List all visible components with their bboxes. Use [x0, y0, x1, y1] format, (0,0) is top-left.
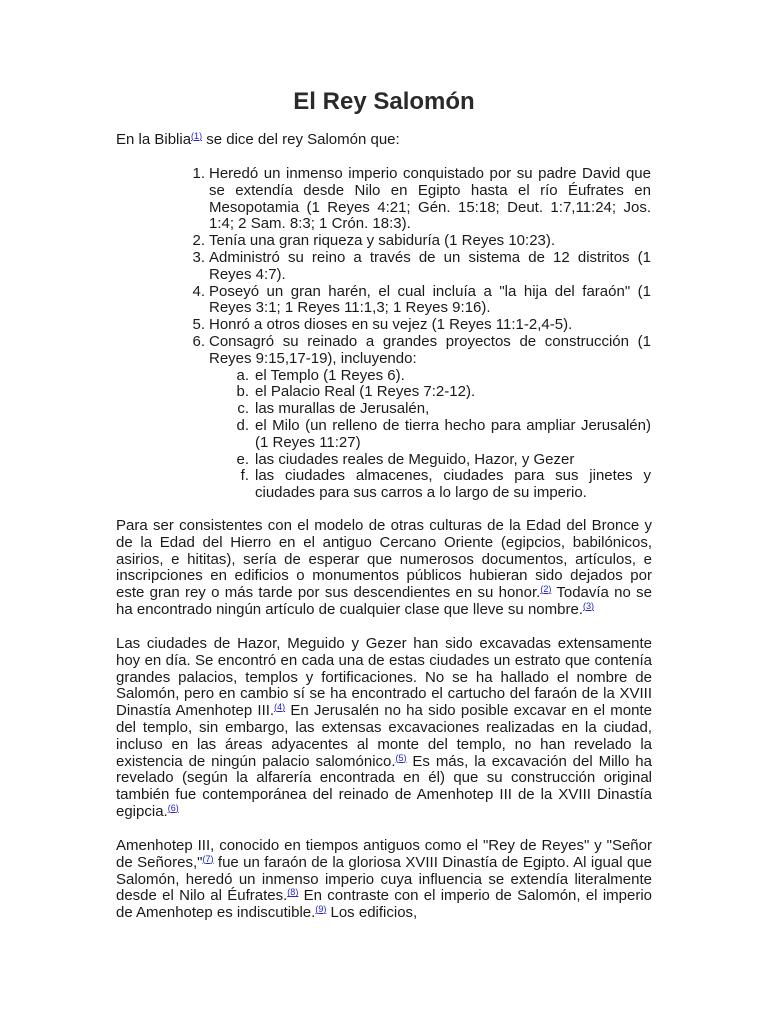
footnote-link-8[interactable]: (8) [287, 887, 299, 898]
footnote-ref [540, 584, 551, 594]
footnote-link-1[interactable]: (1) [191, 131, 203, 141]
sub-list [209, 368, 651, 502]
footnote-ref [168, 803, 179, 813]
body-paragraph: Las ciudades de Hazor, Meguido y Gezer han sido excavadas extensamente hoy en día. Se encontró en cada una de estas ciudades un estrato que contenía grandes palacios, templos y fortificaciones. No se ha hallado el nombre de Salomón, pero en cambio sí se ha encontrado el cartucho del faraón de la XVIII Dinastía Amenhotep III.$^{(4)}$ En Jerusalén no ha sido posible excavar en el monte del templo, sin embargo, las extensas excavaciones realizadas en la ciudad, incluso en las áreas adyacentes al monte del templo, no han revelado la existencia de ningún palacio salomónico.$^{(5)}$ Es más, la excavación del Millo ha revelado (según la alfarería encontrada en él) que su construcción original también fue contemporánea del reinado de Amenhotep III de la XVIII Dinastía egipcia.$^{(6)}$ [116, 635, 652, 820]
footnote-link-7[interactable]: (7) [202, 853, 214, 864]
sub-list-item: b. el Palacio Real (1 Reyes 7:2-12). [236, 383, 476, 401]
page-title: El Rey Salomón [293, 88, 475, 115]
sub-list-item: a. el Templo (1 Reyes 6). [236, 366, 405, 384]
sub-list-item: c. las murallas de Jerusalén, [237, 400, 430, 418]
footnote-link-4[interactable]: (4) [274, 702, 286, 713]
footnote-ref [287, 887, 298, 897]
footnote-link-5[interactable]: (5) [395, 752, 407, 763]
footnote-ref [315, 904, 326, 914]
footnote-link-3[interactable]: (3) [582, 600, 594, 611]
footnote-ref [202, 854, 213, 864]
list-item: 5. Honró a otros dioses en su vejez (1 Reyes 11:1-2,4-5). [192, 316, 573, 334]
sub-list-item: e. las ciudades reales de Meguido, Hazor, y Gezer [236, 450, 575, 468]
list-item: 3. Administró su reino a través de un sistema de 12 distritos (1 Reyes 4:7). [192, 248, 651, 283]
intro-paragraph: En la Biblia$^{(1)}$ se dice del rey Salomón que: [116, 131, 400, 148]
body-paragraph: Amenhotep III, conocido en tiempos antiguos como el "Rey de Reyes" y "Señor de Señores,"$^{(7)}$ fue un faraón de la gloriosa XVIII Dinastía de Egipto. Al igual que Salomón, heredó un inmenso imperio cuya influencia se extendía literalmente desde el Nilo al Éufrates.$^{(8)}$ En contraste con el imperio de Salomón, el imperio de Amenhotep es indiscutible.$^{(9)}$ Los edificios, [116, 838, 652, 922]
footnote-ref [274, 702, 285, 712]
footnote-ref [583, 601, 594, 611]
list-item: 2. Tenía una gran riqueza y sabiduría (1 Reyes 10:23). [192, 232, 556, 250]
sub-list-item: d. el Milo (un relleno de tierra hecho para ampliar Jerusalén) (1 Reyes 11:27) [236, 416, 651, 451]
footnote-ref [396, 753, 407, 763]
footnote-link-9[interactable]: (9) [315, 904, 327, 915]
list-item: 4. Poseyó un gran harén, el cual incluía a "la hija del faraón" (1 Reyes 3:1; 1 Reyes 11:1,3; 1 Reyes 9:16). [192, 282, 651, 317]
list-item: 1. Heredó un inmenso imperio conquistado por su padre David que se extendía desde Nilo en Egipto hasta el río Éufrates en Mesopotamia (1 Reyes 4:21; Gén. 15:18; Deut. 1:7,11:24; Jos. 1:4; 2 Sam. 8:3; 1 Crón. 18:3). [192, 165, 651, 233]
footnote-ref [191, 131, 202, 141]
sub-list-item: f. las ciudades almacenes, ciudades para sus jinetes y ciudades para sus carros a lo largo de su imperio. [240, 467, 651, 502]
footnote-link-6[interactable]: (6) [167, 802, 179, 813]
body-paragraph: Para ser consistentes con el modelo de otras culturas de la Edad del Bronce y de la Edad del Hierro en el antiguo Cercano Oriente (egipcios, babilónicos, asirios, e hititas), sería de esperar que numerosos documentos, artículos, e inscripciones en edificios o monumentos públicos hubieran sido dejados por este gran rey o más tarde por sus descendientes en su honor.$^{(2)}$ Todavía no se ha encontrado ningún artículo de cualquier clase que lleve su nombre.$^{(3)}$ [116, 517, 653, 618]
list-item: 6. Consagró su reinado a grandes proyectos de construcción (1 Reyes 9:15,17-19), incluyendo: a. el Templo (1 Reyes 6). b. el Palacio Real (1 Reyes 7:2-12). c. las murallas de Jerusalén, d. el Milo (un relleno de tierra hecho para ampliar Jerusalén) (1 Reyes 11:27) e. las ciudades reales de Meguido, Hazor, y Gezer f. las ciudades almacenes, ciudades para sus jinetes y ciudades para sus carros a lo largo de su imperio. [192, 332, 651, 502]
footnote-link-2[interactable]: (2) [540, 584, 552, 595]
main-list [192, 165, 651, 502]
